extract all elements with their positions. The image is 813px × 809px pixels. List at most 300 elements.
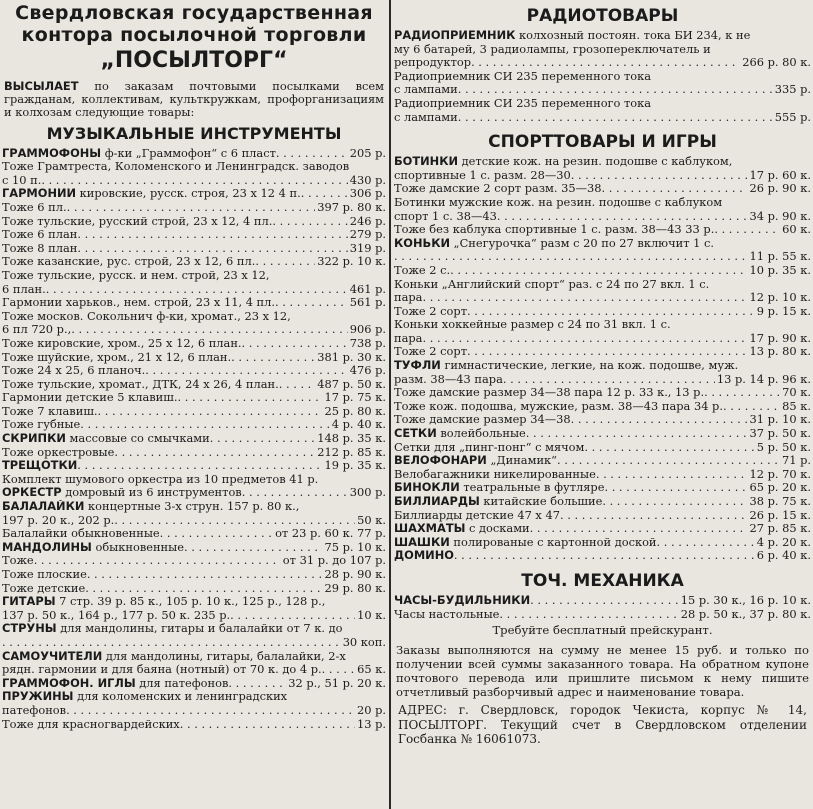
dot-leader: [77, 242, 347, 256]
dot-leader: [180, 718, 355, 732]
item-description: 6 план.: [2, 282, 46, 296]
item-description: патефонов: [2, 703, 67, 717]
item-keyword: ОРКЕСТР: [2, 486, 62, 500]
item-text: [2, 337, 242, 351]
list-item: [392, 332, 813, 346]
dot-leader: [723, 400, 780, 414]
item-text: [394, 481, 604, 495]
item-description: Тоже 2 сорт: [394, 345, 467, 359]
item-text: [2, 473, 318, 487]
list-item: [392, 278, 813, 292]
item-description: кировские, русск. строя, 23 x 12 4 п.: [76, 187, 301, 201]
item-text: [2, 568, 87, 582]
column-separator: [389, 0, 391, 809]
item-description: му 6 батарей, 3 радиолампы, грозопереключатель и: [394, 42, 711, 56]
item-keyword: БОТИНКИ: [394, 155, 459, 169]
list-item: [392, 291, 813, 305]
dot-leader: [471, 56, 740, 70]
item-description: Тоже плоские: [2, 568, 87, 582]
address-block: АДРЕС: г. Свердловск, городок Чекиста, корпус № 14, ПОСЫЛТОРГ. Текущий счет в Свердловском отделении Госбанка № 16061073.: [398, 703, 807, 747]
list-item: [0, 704, 388, 718]
list-item: [0, 296, 388, 310]
dot-leader: [77, 228, 347, 242]
item-description: Тоже дамские размер 34—38: [394, 413, 571, 427]
intro-paragraph: [4, 80, 384, 120]
dot-leader: [526, 427, 748, 441]
item-text: [394, 111, 458, 125]
list-item: [392, 210, 813, 224]
item-text: [394, 97, 651, 111]
item-price: 9 р. 15 к.: [756, 304, 811, 318]
list-item: [0, 391, 388, 405]
dot-leader: [458, 83, 773, 97]
dot-leader: [228, 677, 286, 691]
list-item: [392, 413, 813, 427]
item-description: домровый из 6 инструментов: [61, 486, 242, 500]
item-price: 26 р. 15 к.: [749, 508, 811, 522]
item-text: [394, 427, 526, 441]
list-item: [0, 473, 388, 487]
list-item: [0, 486, 388, 500]
item-description: Тоже 2 сорт: [394, 304, 467, 318]
item-description: пара: [394, 331, 423, 345]
item-keyword: ТРЕЩОТКИ: [2, 459, 78, 473]
item-text: [2, 677, 228, 691]
item-text: [394, 359, 738, 373]
item-description: для коломенских и ленинградских: [73, 690, 288, 704]
item-price: 71 р.: [781, 454, 811, 468]
mech-section-title: ТОЧ. МЕХАНИКА: [521, 570, 684, 591]
list-item: [0, 378, 388, 392]
item-description: с 10 п.: [2, 173, 42, 187]
list-item: [392, 359, 813, 373]
list-item: [392, 182, 813, 196]
item-price: 4 р. 20 к.: [756, 535, 811, 549]
item-description: Тоже для красногвардейских: [2, 717, 180, 731]
item-description: гимнастические, легкие, на кож. подошве, муж.: [440, 359, 739, 373]
item-text: [394, 441, 584, 455]
dot-leader: [46, 283, 348, 297]
dot-leader: [450, 264, 747, 278]
item-text: [394, 155, 732, 169]
list-item: [392, 223, 813, 237]
item-description: для мандолины, гитары, балалайки, 2-х: [102, 649, 346, 663]
dot-leader: [177, 391, 322, 405]
list-item: [0, 269, 388, 283]
item-description: Тоже: [2, 554, 34, 568]
dot-leader: [422, 291, 747, 305]
item-text: [394, 196, 722, 210]
item-price: 906 р.: [349, 323, 386, 337]
item-price: 148 р. 35 к.: [317, 432, 386, 446]
dot-leader: [85, 582, 322, 596]
item-text: [394, 413, 571, 427]
list-item: [392, 536, 813, 550]
item-text: [2, 228, 77, 242]
list-item: [0, 283, 388, 297]
item-keyword: ГРАММОФОН. ИГЛЫ: [2, 676, 136, 690]
item-description: Тоже кировские, хром., 25 x 12, 6 план.: [2, 336, 242, 350]
item-description: Коньки „Английский спорт“ раз. с 24 по 27 вкл. 1 с.: [394, 277, 710, 291]
list-item: [0, 636, 388, 650]
list-item: [392, 250, 813, 264]
item-price: 37 р. 50 к.: [749, 427, 811, 441]
item-price: 4 р. 40 к.: [331, 418, 386, 432]
list-item: [0, 310, 388, 324]
item-text: [2, 622, 342, 636]
item-keyword: РАДИОПРИЕМНИК: [394, 29, 516, 42]
list-item: [392, 608, 813, 622]
item-text: [394, 291, 422, 305]
item-keyword: ГРАММОФОНЫ: [2, 146, 102, 160]
list-item: [0, 446, 388, 460]
item-text: [394, 495, 602, 509]
dot-leader: [184, 541, 323, 555]
item-description: репродуктор: [394, 56, 472, 70]
list-item: [0, 677, 388, 691]
item-text: [394, 182, 602, 196]
list-item: [392, 169, 813, 183]
item-text: [394, 345, 467, 359]
item-description: „Снегурочка“ разм с 20 по 27 включит 1 с.: [450, 236, 715, 250]
item-text: [394, 522, 530, 536]
list-item: [392, 400, 813, 414]
list-item: [0, 242, 388, 256]
list-item: [392, 481, 813, 495]
item-description: Тоже шуйские, хром., 21 x 12, 6 план.: [2, 350, 232, 364]
item-description: Тоже дамские 2 сорт разм. 35—38: [394, 182, 602, 196]
item-text: [2, 378, 279, 392]
item-price: 65 к.: [357, 663, 386, 677]
item-text: [394, 70, 651, 84]
list-item: [0, 147, 388, 161]
item-price: 322 р. 10 к.: [317, 255, 386, 269]
item-price: 34 р. 90 к.: [749, 209, 811, 223]
item-description: для мандолины, гитары и балалайки от 7 к. до: [56, 622, 343, 636]
item-price: 60 к.: [782, 223, 811, 237]
dot-leader: [467, 345, 747, 359]
list-item: [0, 622, 388, 636]
sport-items-list: [392, 155, 813, 563]
item-price: 25 р. 80 к.: [324, 404, 386, 418]
item-price: 12 р. 10 к.: [749, 291, 811, 305]
item-keyword: ЧАСЫ-БУДИЛЬНИКИ: [394, 593, 531, 607]
dot-leader: [71, 323, 348, 337]
item-text: [394, 608, 499, 622]
item-price: 561 р.: [349, 296, 386, 310]
dot-leader: [114, 514, 355, 528]
item-price: 476 р.: [349, 364, 386, 378]
item-description: Тоже 2 с.: [394, 263, 451, 277]
list-item: [392, 111, 813, 125]
item-description: для патефонов: [135, 676, 229, 690]
item-price: 430 р.: [349, 173, 386, 187]
item-price: 319 р.: [349, 241, 386, 255]
item-description: Часы настольные: [394, 607, 500, 621]
item-description: Тоже без каблука спортивные 1 с. разм. 38—43 33 р.: [394, 223, 715, 237]
item-text: [2, 690, 287, 704]
item-keyword: БИНОКЛИ: [394, 481, 460, 495]
dot-leader: [98, 405, 323, 419]
item-price: 38 р. 75 к.: [749, 495, 811, 508]
item-text: [394, 400, 723, 414]
list-item: [392, 56, 813, 70]
dot-leader: [322, 663, 356, 677]
item-description: Тоже Грамтреста, Коломенского и Ленинградск. заводов: [2, 160, 350, 174]
item-description: детские кож. на резин. подошве с каблуком,: [458, 155, 733, 169]
item-description: Сетки для „пинг-понг“ с мячом: [394, 440, 585, 454]
item-text: [2, 704, 66, 718]
item-price: 75 р. 10 к.: [324, 540, 386, 554]
item-keyword: САМОУЧИТЕЛИ: [2, 649, 103, 663]
title-line-3: „ПОСЫЛТОРГ“: [100, 48, 288, 73]
item-text: [2, 432, 210, 446]
item-price: 28 р. 50 к., 37 р. 80 к.: [680, 607, 811, 621]
list-item: [0, 160, 388, 174]
item-price: 12 р. 70 к.: [749, 467, 811, 481]
list-item: [392, 196, 813, 210]
dot-leader: [704, 386, 780, 400]
item-text: [394, 594, 530, 608]
item-description: Велобагажники никелированные: [394, 467, 596, 481]
list-item: [392, 70, 813, 84]
item-price: 13 р. 80 к.: [749, 345, 811, 359]
mech-items-list: [392, 594, 813, 621]
item-description: колхозный постоян. тока БИ 234, к не: [515, 29, 751, 42]
item-price: 13 р. 14 р. 96 к.: [716, 372, 811, 386]
item-description: ф-ки „Граммофон“ с 6 пласт: [101, 146, 276, 160]
item-price: 65 р. 20 к.: [749, 481, 811, 495]
item-text: [2, 650, 346, 664]
dot-leader: [422, 332, 747, 346]
item-description: 6 пл 720 р.,: [2, 323, 72, 337]
item-description: разм. 38—43 пара: [394, 372, 503, 386]
dot-leader: [530, 594, 679, 608]
dot-leader: [34, 554, 281, 568]
item-text: [394, 536, 657, 550]
item-price: 738 р.: [349, 336, 386, 350]
item-text: [2, 446, 114, 460]
dot-leader: [394, 250, 747, 264]
dot-leader: [66, 704, 355, 718]
item-text: [2, 663, 322, 677]
dot-leader: [77, 459, 322, 473]
item-description: Тоже казанские, рус. строй, 23 x 12, 6 пл.: [2, 255, 256, 269]
item-text: [2, 582, 85, 596]
item-price: 30 коп.: [342, 635, 386, 649]
item-price: 20 р.: [356, 703, 386, 717]
dot-leader: [571, 413, 748, 427]
list-item: [0, 663, 388, 677]
dot-leader: [499, 608, 678, 622]
intro-bold: ВЫСЫЛАЕТ: [4, 79, 79, 93]
list-item: [0, 554, 388, 568]
list-item: [392, 373, 813, 387]
intro-text: по заказам почтовыми посылками всем гражданам, коллективам, культкружкам, профорганизациям и колхозам следующие товары:: [4, 79, 384, 120]
list-item: [392, 495, 813, 509]
title-line-1: Свердловская государственная: [15, 2, 373, 24]
dot-leader: [530, 522, 748, 536]
item-price: 50 к.: [357, 513, 386, 527]
list-item: [392, 522, 813, 536]
list-item: [0, 405, 388, 419]
item-description: Тоже 6 пл.: [2, 200, 67, 214]
item-keyword: ШАШКИ: [394, 535, 450, 549]
item-text: [2, 364, 145, 378]
dot-leader: [602, 182, 748, 196]
item-price: 29 р. 80 к.: [324, 581, 386, 595]
dot-leader: [571, 169, 748, 183]
dot-leader: [231, 351, 315, 365]
list-item: [0, 418, 388, 432]
dot-leader: [275, 296, 348, 310]
dot-leader: [714, 223, 780, 237]
item-price: 555 р.: [774, 110, 811, 124]
item-description: Тоже кож. подошва, мужские, разм. 38—43 пара 34 р.: [394, 399, 723, 413]
item-text: [2, 595, 325, 609]
item-price: 397 р. 80 к.: [317, 200, 386, 214]
list-item: [392, 155, 813, 169]
list-item: [0, 351, 388, 365]
item-keyword: ВЕЛОФОНАРИ: [394, 454, 487, 468]
radio-items-list: [392, 29, 813, 124]
item-text: [2, 160, 349, 174]
item-description: полированые с картонной доской: [449, 535, 657, 549]
item-keyword: ДОМИНО: [394, 549, 454, 563]
dot-leader: [657, 536, 755, 550]
item-keyword: БАЛАЛАЙКИ: [2, 500, 85, 514]
left-column: [0, 0, 388, 809]
item-description: пара: [394, 291, 423, 305]
dot-leader: [503, 373, 715, 387]
dot-leader: [87, 568, 323, 582]
item-price: 335 р.: [774, 83, 811, 97]
item-text: [394, 318, 671, 332]
list-item: [0, 568, 388, 582]
title-line-2: контора посылочной торговли: [21, 24, 367, 46]
dot-leader: [230, 609, 355, 623]
item-description: с досками: [465, 522, 530, 536]
dot-leader: [255, 255, 315, 269]
item-keyword: СЕТКИ: [394, 427, 437, 441]
item-price: 381 р. 30 к.: [317, 350, 386, 364]
dot-leader: [497, 210, 748, 224]
item-price: 17 р. 90 к.: [749, 331, 811, 345]
item-keyword: МАНДОЛИНЫ: [2, 540, 92, 554]
list-item: [0, 690, 388, 704]
item-description: „Динамик“: [486, 454, 557, 468]
list-item: [392, 441, 813, 455]
item-keyword: КОНЬКИ: [394, 236, 451, 250]
item-price: 13 р.: [356, 717, 386, 731]
list-item: [392, 594, 813, 608]
item-text: [394, 210, 497, 224]
list-item: [0, 650, 388, 664]
item-description: концертные 3-х струн. 157 р. 80 к.,: [84, 500, 300, 514]
list-item: [0, 323, 388, 337]
item-text: [2, 459, 77, 473]
item-price: 10 к.: [357, 608, 386, 622]
item-price: 205 р.: [349, 146, 386, 160]
item-text: [2, 255, 255, 269]
item-description: с лампами: [394, 110, 458, 124]
list-item: [0, 582, 388, 596]
item-description: 7 стр. 39 р. 85 к., 105 р. 10 к., 125 р., 128 р.,: [55, 595, 326, 609]
item-text: [2, 418, 80, 432]
item-text: [394, 468, 596, 482]
dot-leader: [276, 147, 348, 161]
list-item: [0, 201, 388, 215]
item-text: [394, 223, 714, 237]
item-text: [2, 541, 184, 555]
list-item: [0, 364, 388, 378]
item-description: Тоже 8 план: [2, 241, 78, 255]
item-text: [2, 527, 160, 541]
sport-section-title: СПОРТТОВАРЫ И ИГРЫ: [488, 132, 717, 153]
dot-leader: [114, 446, 315, 460]
item-price: от 23 р. 60 к. 77 р.: [275, 527, 386, 541]
item-price: 15 р. 30 к., 16 р. 10 к.: [680, 593, 811, 607]
item-description: Тоже оркестровые: [2, 445, 115, 459]
item-text: [394, 264, 450, 278]
item-keyword: ГИТАРЫ: [2, 595, 56, 609]
item-text: [2, 215, 272, 229]
item-text: [394, 332, 422, 346]
list-item: [0, 432, 388, 446]
item-text: [394, 509, 560, 523]
list-item: [392, 386, 813, 400]
list-item: [0, 174, 388, 188]
list-item: [0, 527, 388, 541]
item-description: Радиоприемник СИ 235 переменного тока: [394, 69, 652, 83]
item-description: Ботинки мужские кож. на резин. подошве с каблуком: [394, 195, 723, 209]
list-item: [392, 43, 813, 57]
item-text: [2, 242, 77, 256]
item-text: [2, 554, 34, 568]
item-description: спорт 1 с. 38—43: [394, 209, 497, 223]
dot-leader: [557, 454, 780, 468]
item-description: Балалайки обыкновенные: [2, 527, 160, 541]
list-item: [0, 228, 388, 242]
item-description: Гармонии харьков., нем. строй, 23 x 11, 4 пл.: [2, 296, 276, 310]
dot-leader: [242, 337, 348, 351]
item-price: 17 р. 75 к.: [324, 391, 386, 405]
item-description: Коньки хоккейные размер с 24 по 31 вкл. 1 с.: [394, 318, 671, 332]
item-price: 10 р. 35 к.: [749, 263, 811, 277]
item-description: спортивные 1 с. разм. 28—30: [394, 168, 571, 182]
item-description: Тоже 6 план: [2, 228, 78, 242]
item-price: 487 р. 50 к.: [317, 377, 386, 391]
item-description: Тоже губные: [2, 418, 81, 432]
item-text: [2, 147, 276, 161]
item-text: [2, 391, 177, 405]
list-item: [392, 97, 813, 111]
item-text: [2, 323, 71, 337]
list-item: [0, 255, 388, 269]
item-text: [394, 29, 750, 43]
list-item: [0, 500, 388, 514]
item-text: [394, 373, 503, 387]
item-price: 461 р.: [349, 282, 386, 296]
list-item: [0, 459, 388, 473]
list-item: [392, 237, 813, 251]
item-price: 32 р., 51 р. 20 к.: [288, 676, 386, 690]
item-text: [394, 169, 571, 183]
item-text: [2, 405, 98, 419]
dot-leader: [242, 486, 348, 500]
item-text: [394, 386, 704, 400]
item-keyword: ТУФЛИ: [394, 359, 441, 373]
